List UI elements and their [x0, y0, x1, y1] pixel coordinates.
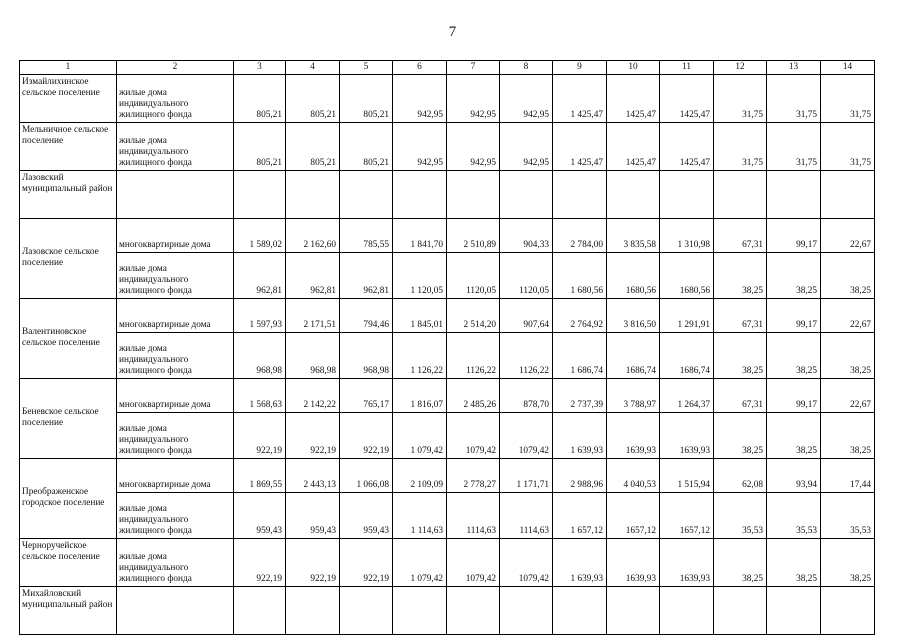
tariff-value: 805,21: [286, 123, 340, 171]
tariff-value: 1079,42: [500, 413, 553, 459]
tariff-value: 3 816,50: [607, 299, 660, 333]
tariff-value: 1 120,05: [393, 253, 447, 299]
tariff-value: 942,95: [500, 75, 553, 123]
column-header: 13: [767, 61, 821, 75]
tariff-value: 1 425,47: [553, 123, 607, 171]
tariff-value: [714, 171, 767, 219]
tariff-value: 2 737,39: [553, 379, 607, 413]
tariff-value: 1425,47: [660, 75, 714, 123]
column-header: 1: [20, 61, 117, 75]
tariff-value: 38,25: [821, 539, 875, 587]
tariff-value: 968,98: [286, 333, 340, 379]
tariff-value: 942,95: [393, 123, 447, 171]
table-row: [20, 123, 875, 171]
tariff-value: 794,46: [340, 299, 393, 333]
tariff-value: 31,75: [714, 123, 767, 171]
tariff-value: 962,81: [234, 253, 286, 299]
tariff-value: 805,21: [234, 75, 286, 123]
tariff-value: [553, 171, 607, 219]
tariff-value: 1 816,07: [393, 379, 447, 413]
tariff-value: 22,67: [821, 219, 875, 253]
tariff-value: 805,21: [340, 123, 393, 171]
tariff-value: 3 835,58: [607, 219, 660, 253]
tariff-value: 1 079,42: [393, 539, 447, 587]
settlement-name: Валентиновское сельское поселение: [20, 299, 117, 379]
tariff-value: 805,21: [286, 75, 340, 123]
tariff-value: 1114,63: [447, 493, 500, 539]
tariff-value: 17,44: [821, 459, 875, 493]
tariff-value: 922,19: [340, 539, 393, 587]
column-header: 7: [447, 61, 500, 75]
settlement-name: Черноручейское сельское поселение: [20, 539, 117, 587]
tariff-value: 62,08: [714, 459, 767, 493]
tariff-value: 1 425,47: [553, 75, 607, 123]
tariff-value: 962,81: [286, 253, 340, 299]
tariff-value: 2 778,27: [447, 459, 500, 493]
settlement-name: Измайлихинское сельское поселение: [20, 75, 117, 123]
tariff-value: 1 845,01: [393, 299, 447, 333]
tariff-value: 1 310,98: [660, 219, 714, 253]
tariff-value: 922,19: [286, 413, 340, 459]
tariff-value: 942,95: [447, 123, 500, 171]
tariff-value: [286, 587, 340, 635]
housing-type: [117, 171, 234, 219]
tariff-value: 35,53: [821, 493, 875, 539]
table-row: [20, 299, 875, 333]
tariff-value: 1 171,71: [500, 459, 553, 493]
housing-type: жилые дома индивидуального жилищного фонда: [117, 253, 234, 299]
settlement-name: Преображенское городское поселение: [20, 459, 117, 539]
tariff-value: 99,17: [767, 379, 821, 413]
tariff-value: [500, 171, 553, 219]
tariff-value: [393, 587, 447, 635]
tariff-value: 1 079,42: [393, 413, 447, 459]
tariff-value: 31,75: [821, 123, 875, 171]
housing-type: многоквартирные дома: [117, 379, 234, 413]
tariff-value: [234, 587, 286, 635]
tariff-value: [821, 171, 875, 219]
tariff-value: 2 485,26: [447, 379, 500, 413]
settlement-name: Лазовское сельское поселение: [20, 219, 117, 299]
tariff-value: 1 686,74: [553, 333, 607, 379]
tariff-value: 38,25: [767, 333, 821, 379]
tariff-value: 1686,74: [607, 333, 660, 379]
tariff-value: 1425,47: [607, 75, 660, 123]
tariff-value: 1 515,94: [660, 459, 714, 493]
tariff-value: 1 126,22: [393, 333, 447, 379]
tariff-value: 1120,05: [447, 253, 500, 299]
tariff-value: 765,17: [340, 379, 393, 413]
tariff-value: 1639,93: [607, 413, 660, 459]
tariff-value: [607, 171, 660, 219]
table-row: [20, 459, 875, 493]
tariff-value: 1680,56: [660, 253, 714, 299]
table-row: [20, 75, 875, 123]
tariff-value: [553, 587, 607, 635]
tariff-value: 1 264,37: [660, 379, 714, 413]
tariff-value: 1639,93: [660, 413, 714, 459]
tariff-value: 2 514,20: [447, 299, 500, 333]
tariff-value: 1 114,63: [393, 493, 447, 539]
tariff-value: 1425,47: [660, 123, 714, 171]
tariff-value: 805,21: [340, 75, 393, 123]
tariff-value: 1 639,93: [553, 413, 607, 459]
housing-type: многоквартирные дома: [117, 459, 234, 493]
tariff-value: 31,75: [767, 75, 821, 123]
tariff-value: 1657,12: [660, 493, 714, 539]
tariff-value: 38,25: [714, 253, 767, 299]
tariff-value: 93,94: [767, 459, 821, 493]
tariff-value: 2 510,89: [447, 219, 500, 253]
tariff-value: 785,55: [340, 219, 393, 253]
settlement-name: Мельничное сельское поселение: [20, 123, 117, 171]
settlement-name: Михайловский муниципальный район: [20, 587, 117, 635]
tariff-value: 1639,93: [660, 539, 714, 587]
tariff-value: 907,64: [500, 299, 553, 333]
tariff-value: 67,31: [714, 219, 767, 253]
tariff-value: 1686,74: [660, 333, 714, 379]
tariff-value: 1 869,55: [234, 459, 286, 493]
page-number: 7: [448, 24, 457, 40]
tariff-value: 942,95: [393, 75, 447, 123]
housing-type: жилые дома индивидуального жилищного фонда: [117, 413, 234, 459]
tariff-value: 67,31: [714, 379, 767, 413]
housing-type: жилые дома индивидуального жилищного фонда: [117, 539, 234, 587]
tariff-value: 922,19: [234, 413, 286, 459]
tariff-value: 1114,63: [500, 493, 553, 539]
tariff-value: 2 784,00: [553, 219, 607, 253]
column-header: 8: [500, 61, 553, 75]
tariff-value: 968,98: [340, 333, 393, 379]
column-header: 14: [821, 61, 875, 75]
tariff-value: 2 162,60: [286, 219, 340, 253]
tariff-value: 31,75: [821, 75, 875, 123]
tariff-value: 1126,22: [500, 333, 553, 379]
tariff-value: [340, 587, 393, 635]
tariff-value: 2 443,13: [286, 459, 340, 493]
tariff-value: 959,43: [340, 493, 393, 539]
tariff-value: [340, 171, 393, 219]
tariff-value: [821, 587, 875, 635]
tariff-value: 38,25: [714, 333, 767, 379]
tariff-value: 38,25: [714, 539, 767, 587]
housing-type: жилые дома индивидуального жилищного фонда: [117, 123, 234, 171]
settlement-name: Беневское сельское поселение: [20, 379, 117, 459]
tariff-value: 35,53: [767, 493, 821, 539]
tariff-value: 942,95: [500, 123, 553, 171]
column-header: 10: [607, 61, 660, 75]
tariff-value: [767, 171, 821, 219]
column-header: 6: [393, 61, 447, 75]
tariff-value: 1079,42: [447, 539, 500, 587]
tariff-value: 2 109,09: [393, 459, 447, 493]
tariff-value: 1079,42: [500, 539, 553, 587]
table-row: [20, 413, 875, 459]
tariff-value: 99,17: [767, 219, 821, 253]
tariff-value: 1126,22: [447, 333, 500, 379]
table-row: [20, 379, 875, 413]
tariff-value: 1 568,63: [234, 379, 286, 413]
tariff-value: 1079,42: [447, 413, 500, 459]
tariff-value: 38,25: [767, 253, 821, 299]
column-header: 11: [660, 61, 714, 75]
tariff-table: [19, 60, 875, 635]
column-header: 12: [714, 61, 767, 75]
tariff-value: 1 589,02: [234, 219, 286, 253]
tariff-value: 942,95: [447, 75, 500, 123]
tariff-value: 904,33: [500, 219, 553, 253]
tariff-value: 878,70: [500, 379, 553, 413]
tariff-value: 922,19: [286, 539, 340, 587]
tariff-value: [660, 171, 714, 219]
housing-type: [117, 587, 234, 635]
tariff-value: 959,43: [234, 493, 286, 539]
tariff-value: 31,75: [767, 123, 821, 171]
tariff-value: 959,43: [286, 493, 340, 539]
table-row: [20, 253, 875, 299]
housing-type: многоквартирные дома: [117, 299, 234, 333]
settlement-name: Лазовский муниципальный район: [20, 171, 117, 219]
tariff-value: 962,81: [340, 253, 393, 299]
tariff-value: 99,17: [767, 299, 821, 333]
tariff-value: 922,19: [340, 413, 393, 459]
tariff-value: 1 841,70: [393, 219, 447, 253]
table-row: [20, 171, 875, 219]
tariff-value: [447, 171, 500, 219]
tariff-value: 1657,12: [607, 493, 660, 539]
tariff-value: 1 657,12: [553, 493, 607, 539]
table-row: [20, 219, 875, 253]
column-header: 5: [340, 61, 393, 75]
tariff-value: [234, 171, 286, 219]
tariff-value: 22,67: [821, 299, 875, 333]
tariff-value: [393, 171, 447, 219]
tariff-value: 1 639,93: [553, 539, 607, 587]
tariff-value: 2 764,92: [553, 299, 607, 333]
tariff-value: 38,25: [767, 413, 821, 459]
tariff-value: 805,21: [234, 123, 286, 171]
tariff-value: 1 066,08: [340, 459, 393, 493]
tariff-value: 38,25: [821, 333, 875, 379]
tariff-value: 1 291,91: [660, 299, 714, 333]
column-header: 3: [234, 61, 286, 75]
table-row: [20, 587, 875, 635]
table-row: [20, 493, 875, 539]
tariff-value: [607, 587, 660, 635]
tariff-value: 2 142,22: [286, 379, 340, 413]
housing-type: жилые дома индивидуального жилищного фонда: [117, 75, 234, 123]
tariff-value: 67,31: [714, 299, 767, 333]
housing-type: многоквартирные дома: [117, 219, 234, 253]
tariff-value: 1425,47: [607, 123, 660, 171]
tariff-value: [286, 171, 340, 219]
tariff-value: 22,67: [821, 379, 875, 413]
tariff-value: [447, 587, 500, 635]
tariff-value: [714, 587, 767, 635]
housing-type: жилые дома индивидуального жилищного фонда: [117, 493, 234, 539]
tariff-value: 1120,05: [500, 253, 553, 299]
tariff-value: 31,75: [714, 75, 767, 123]
tariff-value: 4 040,53: [607, 459, 660, 493]
tariff-value: 1639,93: [607, 539, 660, 587]
column-header: 4: [286, 61, 340, 75]
tariff-value: 922,19: [234, 539, 286, 587]
housing-type: жилые дома индивидуального жилищного фонда: [117, 333, 234, 379]
tariff-value: 3 788,97: [607, 379, 660, 413]
table-row: [20, 333, 875, 379]
column-header: 9: [553, 61, 607, 75]
header-row: [20, 61, 875, 75]
tariff-value: [660, 587, 714, 635]
tariff-value: 968,98: [234, 333, 286, 379]
column-header: 2: [117, 61, 234, 75]
tariff-value: 1680,56: [607, 253, 660, 299]
tariff-value: [500, 587, 553, 635]
tariff-value: 38,25: [714, 413, 767, 459]
tariff-value: 1 680,56: [553, 253, 607, 299]
tariff-value: 1 597,93: [234, 299, 286, 333]
tariff-value: [767, 587, 821, 635]
tariff-value: 38,25: [821, 413, 875, 459]
tariff-value: 38,25: [767, 539, 821, 587]
table-row: [20, 539, 875, 587]
tariff-value: 2 988,96: [553, 459, 607, 493]
tariff-value: 2 171,51: [286, 299, 340, 333]
tariff-value: 38,25: [821, 253, 875, 299]
tariff-value: 35,53: [714, 493, 767, 539]
